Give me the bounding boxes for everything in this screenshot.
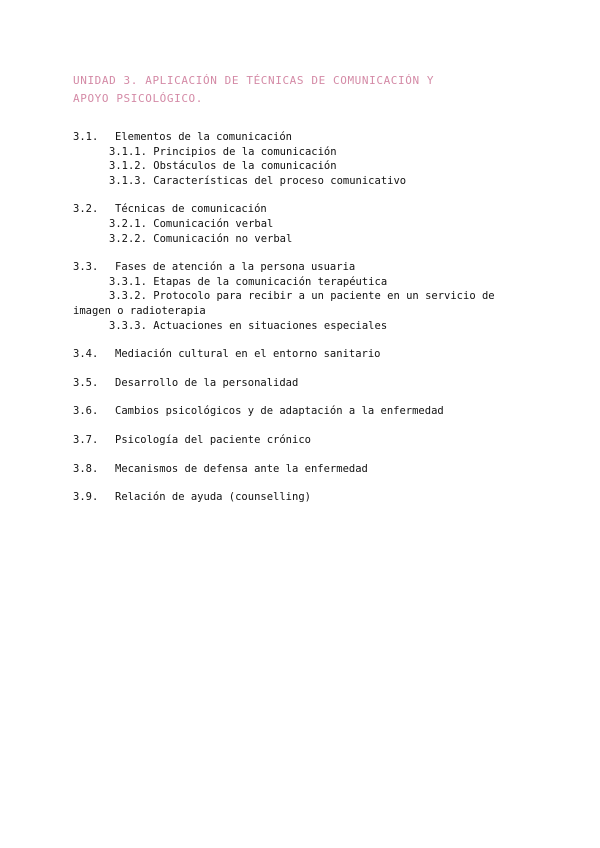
toc-section-3-1 xyxy=(73,130,533,188)
toc-title: Elementos de la comunicación xyxy=(115,131,293,143)
toc-section-3-5 xyxy=(73,376,533,391)
unit-title-line-1: UNIDAD 3. APLICACIÓN DE TÉCNICAS DE COMUNICACIÓN Y xyxy=(73,74,435,87)
toc-subitem: 3.1.1. Principios de la comunicación xyxy=(109,145,337,158)
toc-title: Mediación cultural en el entorno sanitario xyxy=(115,348,381,361)
toc-section-3-7 xyxy=(73,433,533,448)
toc-title: Cambios psicológicos y de adaptación a la enfermedad xyxy=(115,405,444,418)
toc-title: Desarrollo de la personalidad xyxy=(115,376,299,389)
toc-heading xyxy=(73,260,533,275)
toc-subitem-continuation xyxy=(73,304,533,319)
toc-heading xyxy=(73,376,533,391)
toc-heading xyxy=(73,462,533,477)
toc-section-3-6 xyxy=(73,404,533,419)
toc-subitem: 3.2.1. Comunicación verbal xyxy=(109,217,274,230)
toc-number: 3.9. xyxy=(73,491,99,504)
toc-title: Psicología del paciente crónico xyxy=(115,433,311,446)
toc-section-3-9 xyxy=(73,490,533,505)
toc-heading xyxy=(73,490,533,505)
toc-section-3-2 xyxy=(73,202,533,246)
toc-heading xyxy=(73,404,533,419)
toc-number: 3.8. xyxy=(73,462,99,475)
toc-subitem: 3.1.3. Características del proceso comunicativo xyxy=(109,174,407,187)
toc-number: 3.5. xyxy=(73,376,99,389)
unit-title-line-2: APOYO PSICOLÓGICO. xyxy=(73,92,204,105)
toc-heading xyxy=(73,202,533,217)
table-of-contents xyxy=(73,130,533,505)
toc-title: Fases de atención a la persona usuaria xyxy=(115,261,356,274)
toc-heading xyxy=(73,130,533,145)
toc-wrapped-text: imagen o radioterapia xyxy=(73,304,206,317)
toc-number: 3.4. xyxy=(73,348,99,361)
toc-number: 3.7. xyxy=(73,433,99,446)
toc-title: Técnicas de comunicación xyxy=(115,203,267,216)
toc-title: Relación de ayuda (counselling) xyxy=(115,491,311,504)
toc-title: Mecanismos de defensa ante la enfermedad xyxy=(115,462,368,475)
toc-section-3-4 xyxy=(73,347,533,362)
toc-subitem: 3.1.2. Obstáculos de la comunicación xyxy=(109,160,337,173)
toc-number: 3.6. xyxy=(73,405,99,418)
toc-section-3-8 xyxy=(73,462,533,477)
toc-number: 3.3. xyxy=(73,261,99,274)
toc-section-3-3 xyxy=(73,260,533,333)
toc-subitem: 3.2.2. Comunicación no verbal xyxy=(109,232,293,245)
toc-subitem: 3.3.3. Actuaciones en situaciones especiales xyxy=(109,319,388,332)
toc-number: 3.2. xyxy=(73,203,99,216)
unit-title xyxy=(73,72,533,108)
toc-heading xyxy=(73,433,533,448)
toc-number: 3.1. xyxy=(73,131,99,143)
document-page xyxy=(73,72,533,519)
toc-heading xyxy=(73,347,533,362)
toc-subitem: 3.3.1. Etapas de la comunicación terapéutica xyxy=(109,275,388,288)
toc-subitem: 3.3.2. Protocolo para recibir a un paciente en un servicio de xyxy=(109,290,495,303)
